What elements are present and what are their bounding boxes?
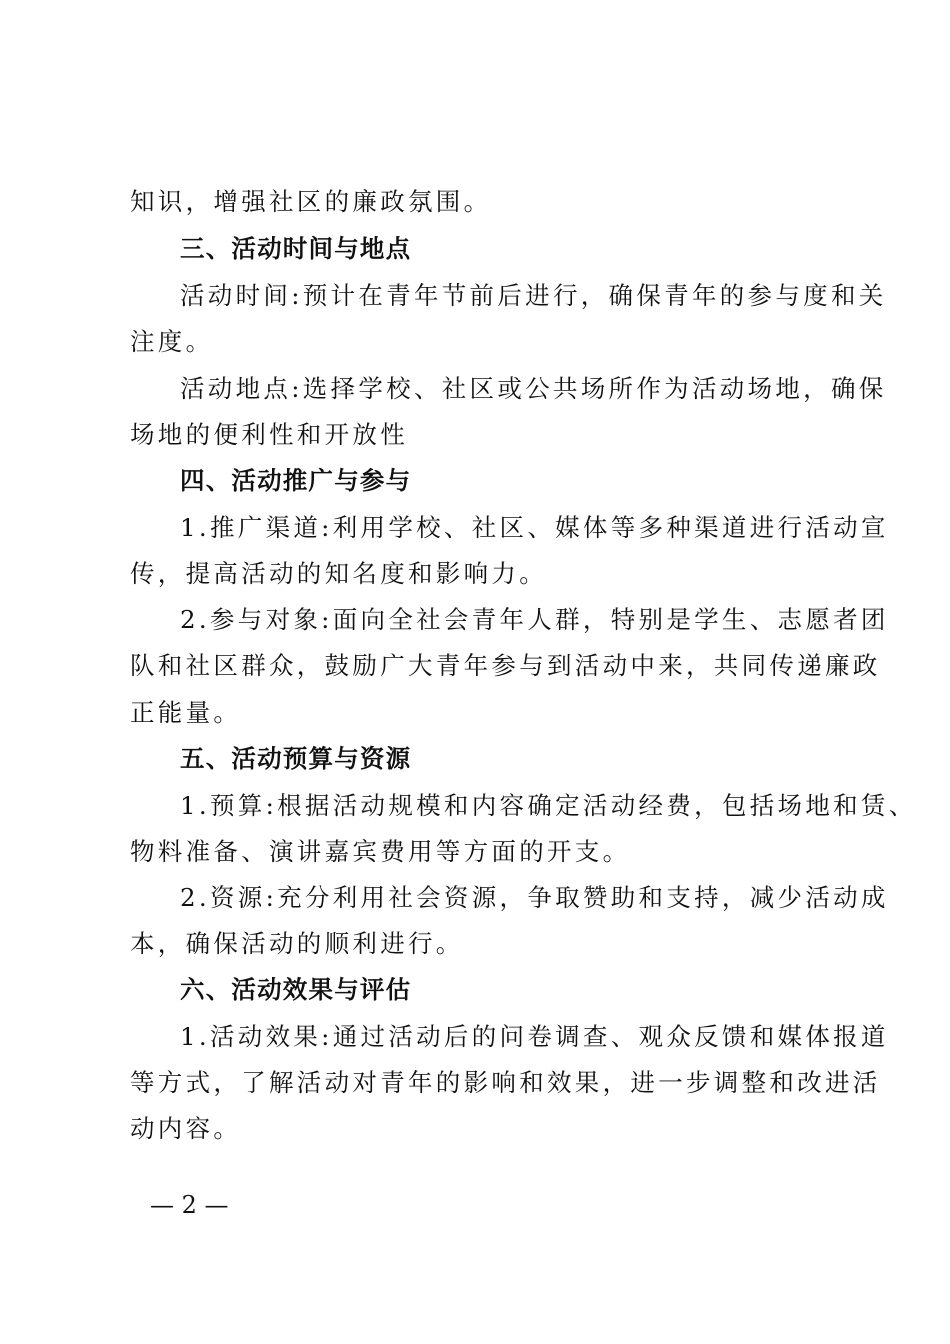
section-heading: 六、活动效果与评估 (180, 975, 412, 1004)
body-line: 本，确保活动的顺利进行。 (130, 929, 464, 958)
body-line: 等方式，了解活动对青年的影响和效果，进一步调整和改进活 (130, 1068, 881, 1097)
body-line: 注度。 (130, 327, 214, 356)
section-heading: 四、活动推广与参与 (180, 466, 412, 495)
section-heading: 五、活动预算与资源 (180, 744, 412, 773)
body-line: 活动地点:选择学校、社区或公共场所作为活动场地，确保 (180, 374, 887, 403)
section-heading: 三、活动时间与地点 (180, 234, 412, 263)
body-line: 1.预算:根据活动规模和内容确定活动经费，包括场地和赁、 (180, 791, 917, 820)
body-line: 动内容。 (130, 1114, 242, 1143)
body-line: 1.活动效果:通过活动后的问卷调查、观众反馈和媒体报道 (180, 1022, 889, 1051)
body-line: 2.资源:充分利用社会资源，争取赞助和支持，减少活动成 (180, 883, 889, 912)
body-line: 物料准备、演讲嘉宾费用等方面的开支。 (130, 837, 631, 866)
body-line: 1.推广渠道:利用学校、社区、媒体等多种渠道进行活动宣 (180, 513, 889, 542)
page-number: — 2 — (150, 1191, 229, 1219)
body-line: 知识，增强社区的廉政氛围。 (130, 187, 492, 216)
body-line: 场地的便利性和开放性 (130, 420, 408, 449)
body-line: 2.参与对象:面向全社会青年人群，特别是学生、志愿者团 (180, 605, 889, 634)
body-line: 队和社区群众，鼓励广大青年参与到活动中来，共同传递廉政 (130, 651, 881, 680)
body-line: 传，提高活动的知名度和影响力。 (130, 559, 547, 588)
body-line: 活动时间:预计在青年节前后进行，确保青年的参与度和关 (180, 281, 887, 310)
body-line: 正能量。 (130, 698, 242, 727)
